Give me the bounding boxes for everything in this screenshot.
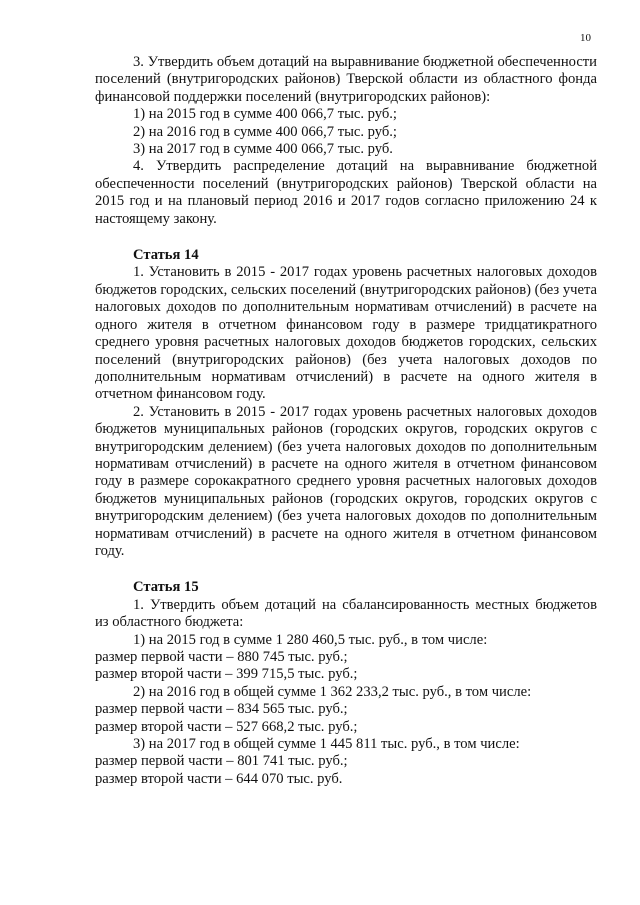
paragraph-3: 3. Утвердить объем дотаций на выравнивание бюджетной обеспеченности поселений (внутригородских районов) Тверской области из областного фонда финансовой поддержки поселений (внутригородских районов): — [95, 54, 597, 105]
article-15-paragraph-1: 1. Утвердить объем дотаций на сбалансированность местных бюджетов из областного бюджета: — [95, 596, 597, 631]
article-14-heading: Статья 14 — [133, 247, 199, 264]
article-14-paragraph-1: 1. Установить в 2015 - 2017 годах уровень расчетных налоговых доходов бюджетов городских, сельских поселений (внутригородских районов) (без учета налоговых доходов по дополнительным нормативам отчислений) в расчете на одного жителя в отчетном финансовом году в размере тридцатикратного среднего уровня расчетных налоговых доходов бюджетов городских, сельских поселений (внутригородских районов) (без учета налоговых доходов по дополнительным нормативам отчислений) в расчете на одного жителя в отчетном финансовом году. — [95, 264, 597, 403]
list-item: размер второй части – 644 070 тыс. руб. — [95, 770, 343, 787]
list-item: размер второй части – 399 715,5 тыс. руб.; — [95, 666, 358, 683]
list-item: размер второй части – 527 668,2 тыс. руб.; — [95, 718, 358, 735]
list-item: размер первой части – 834 565 тыс. руб.; — [95, 701, 348, 718]
list-item: размер первой части – 801 741 тыс. руб.; — [95, 753, 348, 770]
list-item: 1) на 2015 год в сумме 400 066,7 тыс. руб.; — [133, 106, 397, 123]
paragraph-4: 4. Утвердить распределение дотаций на выравнивание бюджетной обеспеченности поселений (внутригородских районов) Тверской области на 2015 год и на плановый период 2016 и 2017 годов согласно приложению 24 к настоящему закону. — [95, 158, 597, 227]
list-item: 3) на 2017 год в общей сумме 1 445 811 тыс. руб., в том числе: — [133, 736, 520, 753]
article-15-heading: Статья 15 — [133, 579, 199, 596]
page-number: 10 — [580, 32, 591, 44]
document-body — [95, 54, 597, 788]
article-14-paragraph-2: 2. Установить в 2015 - 2017 годах уровень расчетных налоговых доходов бюджетов муниципальных районов (городских округов, городских округов с внутригородским делением) (без учета налоговых доходов по дополнительным нормативам отчислений) в расчете на одного жителя в отчетном финансовом году в размере сорокакратного среднего уровня расчетных налоговых доходов бюджетов муниципальных районов (городских округов, городских округов с внутригородским делением) (без учета налоговых доходов по дополнительным нормативам отчислений) в расчете на одного жителя в отчетном финансовом году. — [95, 403, 597, 559]
list-item: размер первой части – 880 745 тыс. руб.; — [95, 649, 348, 665]
list-item: 1) на 2015 год в сумме 1 280 460,5 тыс. руб., в том числе: — [133, 631, 488, 648]
list-item: 2) на 2016 год в общей сумме 1 362 233,2 тыс. руб., в том числе: — [133, 683, 532, 700]
list-item: 2) на 2016 год в сумме 400 066,7 тыс. руб.; — [133, 123, 397, 140]
list-item: 3) на 2017 год в сумме 400 066,7 тыс. руб. — [133, 141, 393, 158]
